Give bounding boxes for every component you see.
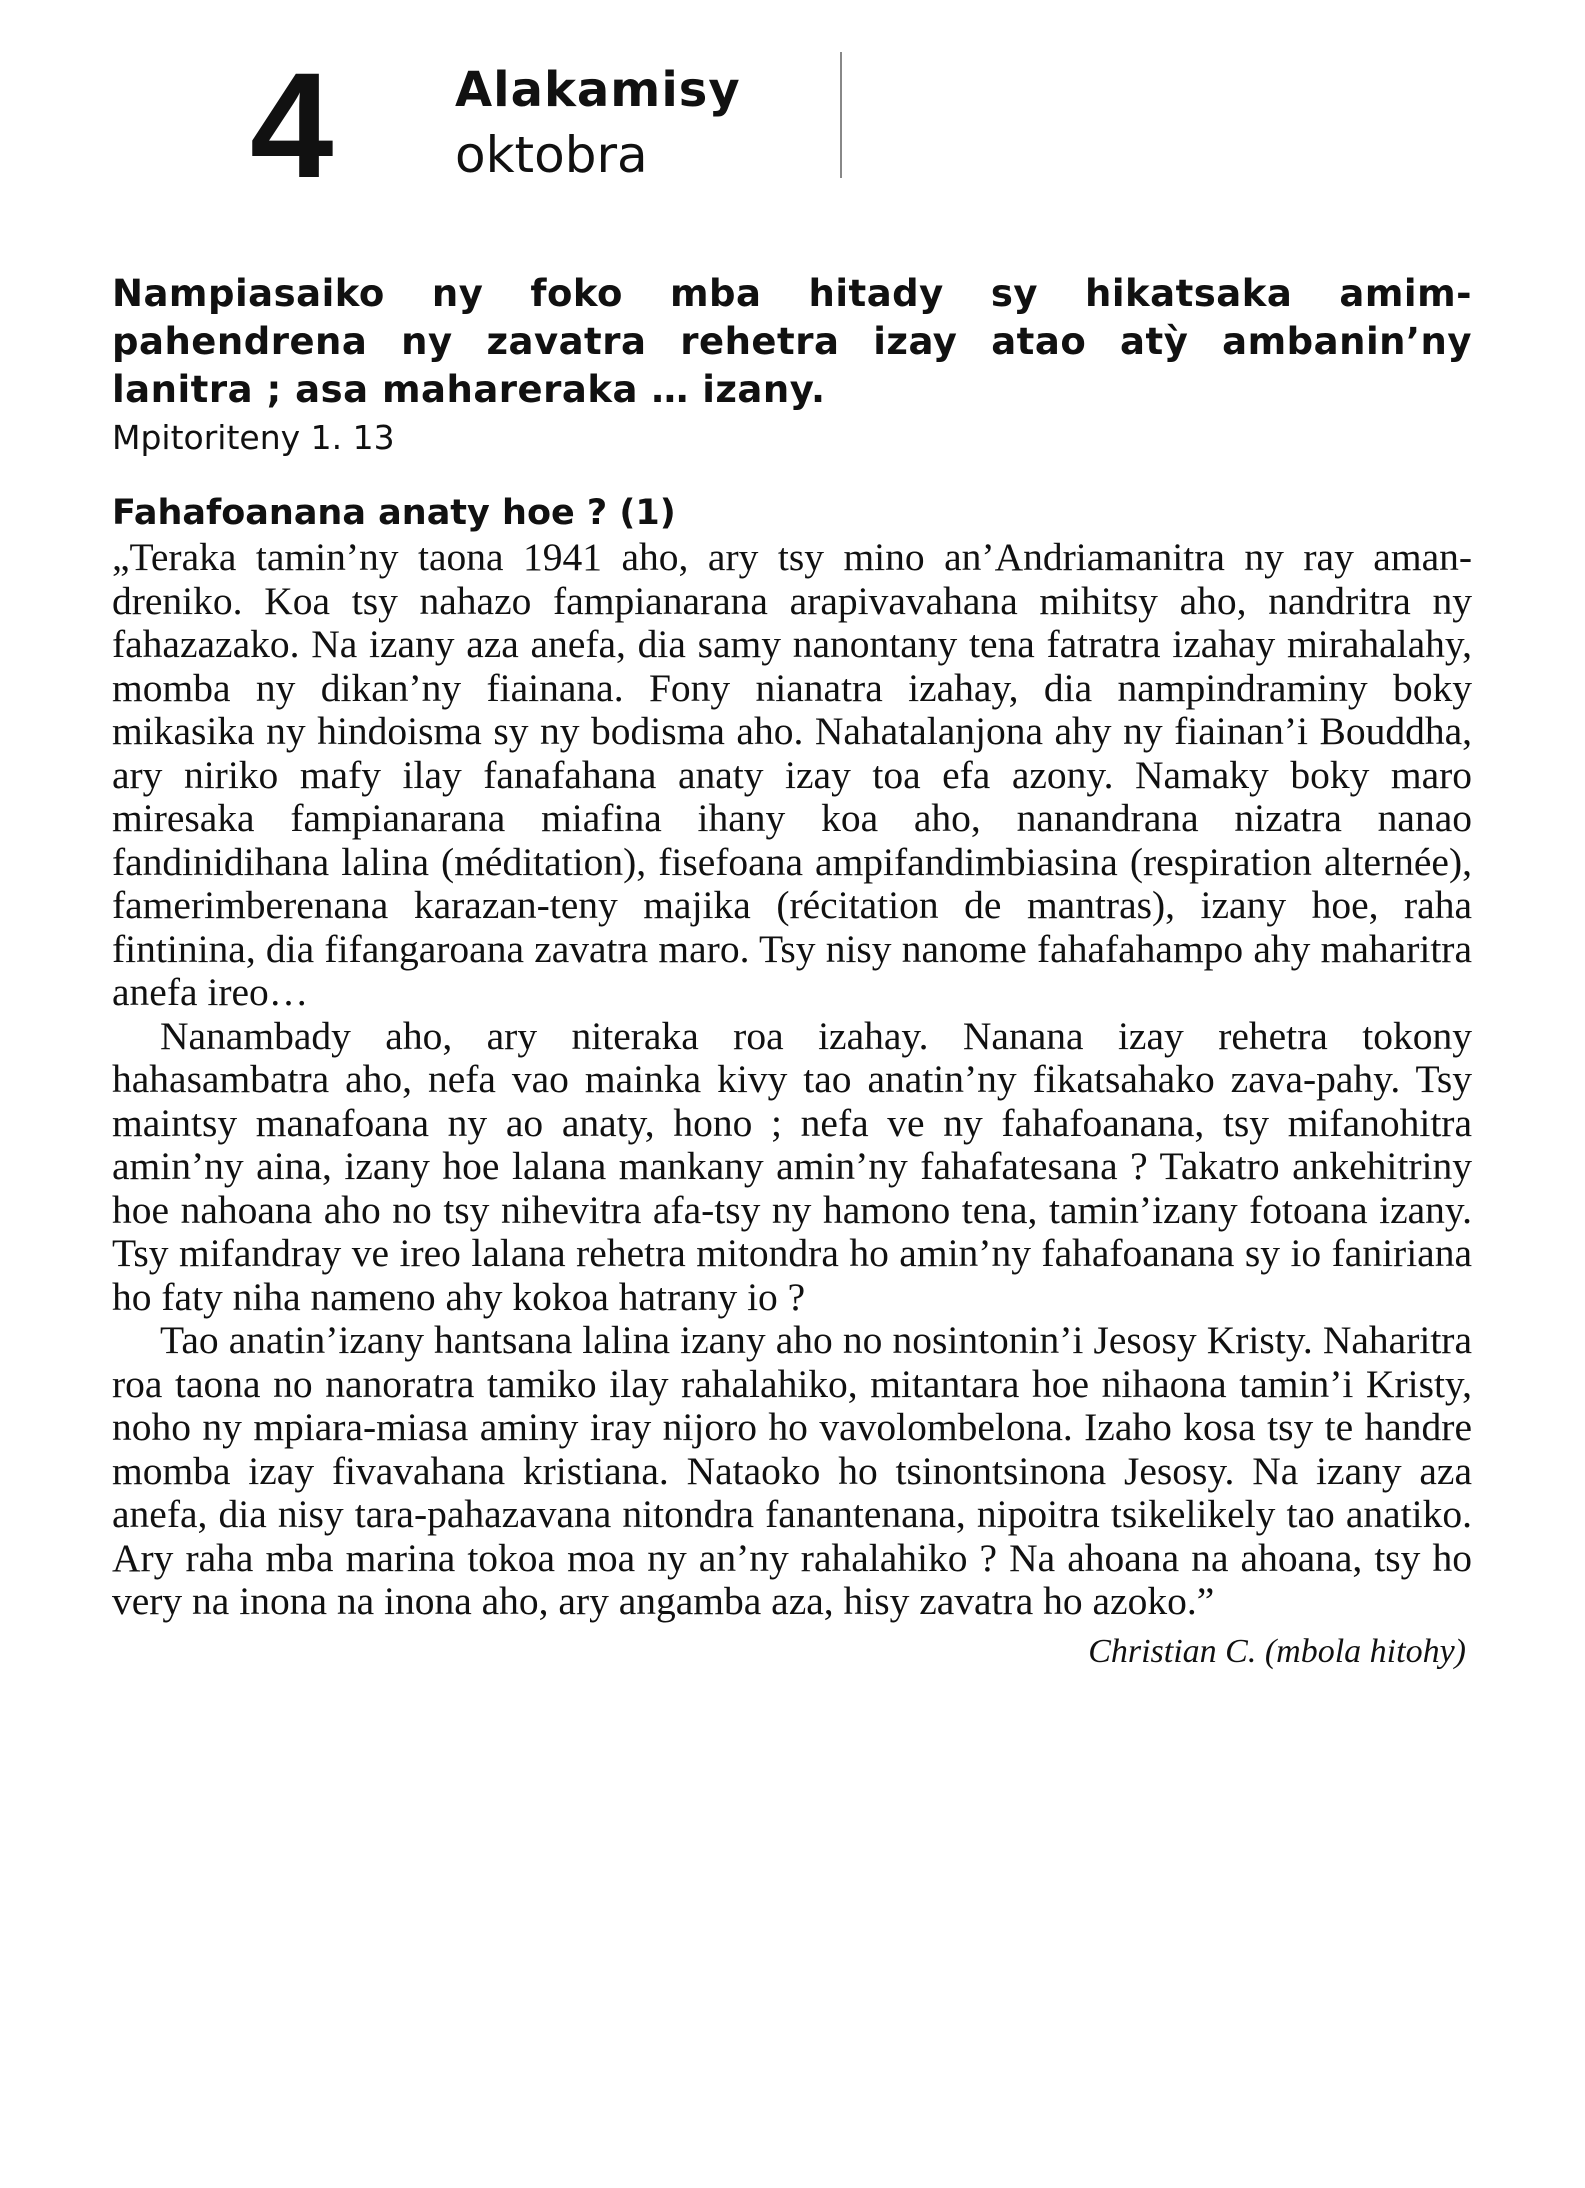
author-signature: Christian C. (mbola hitohy)	[1088, 1632, 1466, 1670]
bible-verse: Nampiasaiko ny foko mba hitady sy hikatsaka amim-pahendrena ny zavatra rehetra izay atao atỳ ambanin’ny lanitra ; asa mahareraka … izany.	[112, 272, 1472, 411]
month: oktobra	[455, 126, 648, 184]
article-paragraph: Nanambady aho, ary niteraka roa izahay. Nanana izay rehetra tokony hahasambatra aho, nefa vao mainka kivy tao anatin’ny fikatsahako zava-pahy. Tsy maintsy manafoana ny ao anaty, hono ; nefa ve ny fahafoanana, tsy mifanohitra amin’ny aina, izany hoe lalana mankany amin’ny fahafatesana ? Takatro ankehitriny hoe nahoana aho no tsy nihevitra afa-tsy ny hamono tena, tamin’izany fotoana izany. Tsy mifandray ve ireo lalana rehetra mitondra ho amin’ny fahafoanana sy io faniriana ho faty niha nameno ahy kokoa hatrany io ?	[112, 1013, 1472, 1319]
day-number: 4	[250, 41, 332, 209]
devotional-page	[112, 40, 1472, 1674]
verse-reference: Mpitoriteny 1. 13	[112, 418, 395, 457]
article-paragraph: Tao anatin’izany hantsana lalina izany aho no nosintonin’i Jesosy Kristy. Naharitra roa taona no nanoratra tamiko ilay rahalahiko, mitantara hoe nihaona tamin’i Kristy, noho ny mpiara-miasa aminy iray nijoro ho vavolombelona. Izaho kosa tsy te handre momba izay fivavahana kristiana. Nataoko ho tsinontsinona Jesosy. Na izany aza anefa, dia nisy tara-pahazavana nitondra fanantenana, nipoitra tsikelikely tao anatiko. Ary raha mba marina tokoa moa ny an’ny rahalahiko ? Na ahoana na ahoana, tsy ho very na inona na inona aho, ary angamba aza, hisy zavatra ho azoko.”	[112, 1318, 1472, 1623]
article-paragraph: „Teraka tamin’ny taona 1941 aho, ary tsy mino an’Andriamanitra ny ray aman-dreniko. Koa tsy nahazo fampianarana arapivavahana mihitsy aho, nandritra ny fahazazako. Na izany aza anefa, dia samy nanontany tena fatratra izahay mirahalahy, momba ny dikan’ny fiainana. Fony nianatra izahay, dia nampindraminy boky mikasika ny hindoisma sy ny bodisma aho. Nahatalanjona ahy ny fiainan’i Bouddha, ary niriko mafy ilay fanafahana anaty izay toa efa azony. Namaky boky maro miresaka fampianarana miafina ihany koa aho, nanandrana nizatra nanao fandinidihana lalina (méditation), fisefoana ampifandimbiasina (respiration alternée), famerimberenana karazan-teny majika (récitation de mantras), izany hoe, raha fintinina, dia fifangaroana zavatra maro. Tsy nisy nanome fahafahampo ahy maharitra anefa ireo…	[112, 535, 1472, 1014]
date-header	[112, 40, 1472, 210]
article-title: Fahafoanana anaty hoe ? (1)	[112, 493, 676, 533]
weekday: Alakamisy	[455, 62, 741, 118]
header-divider	[840, 52, 842, 178]
